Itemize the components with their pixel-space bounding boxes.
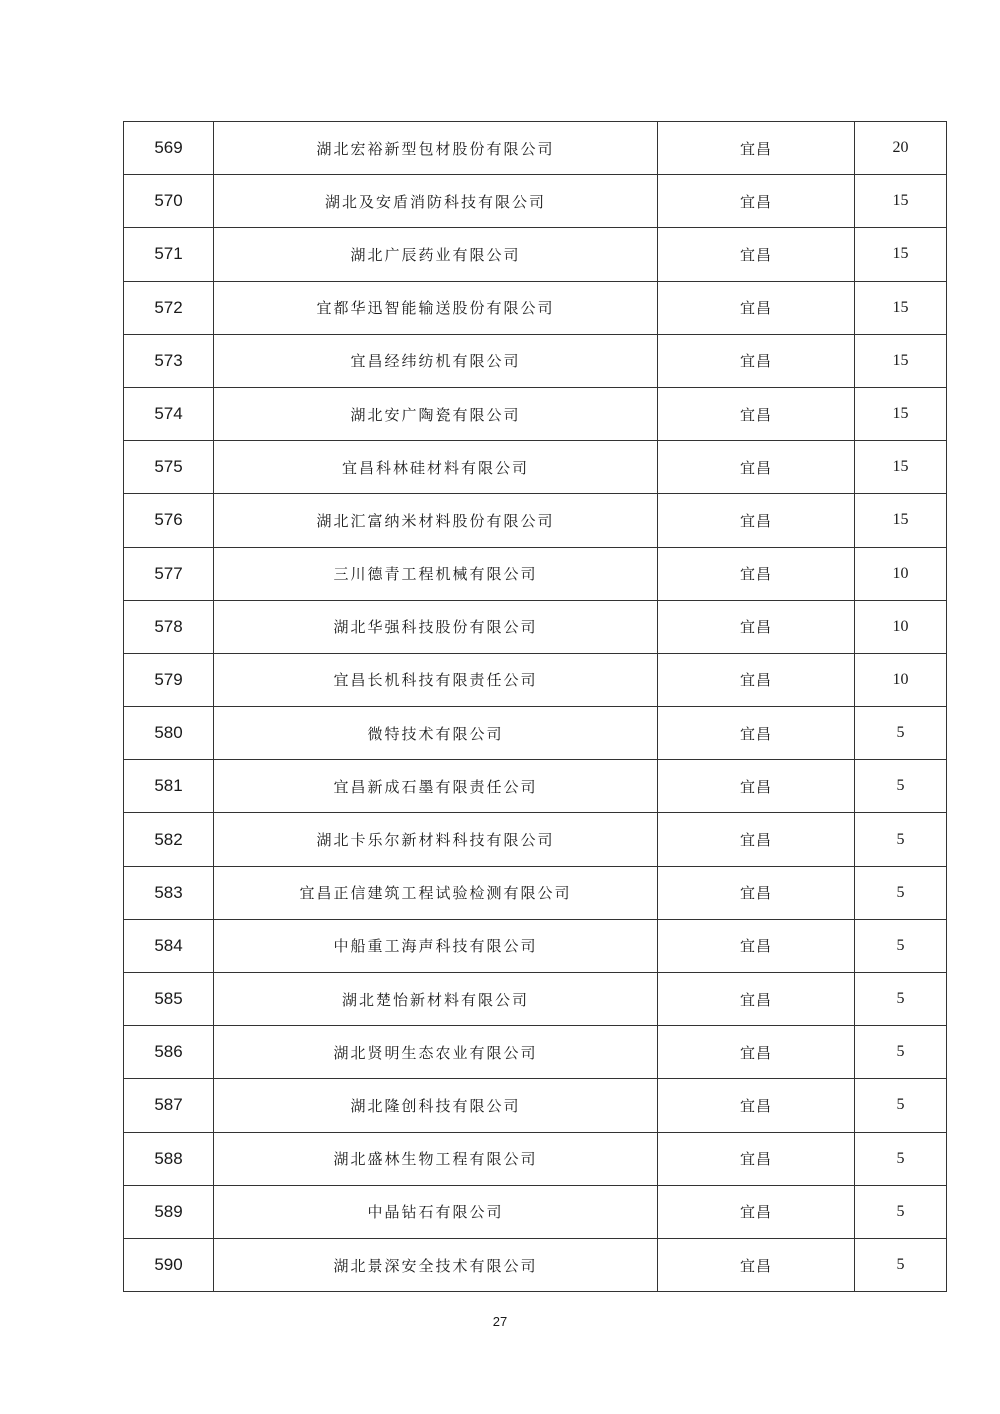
score-cell: 15 — [855, 494, 947, 547]
company-name-cell: 湖北汇富纳米材料股份有限公司 — [214, 494, 658, 547]
row-number-cell: 571 — [124, 228, 214, 281]
company-name-cell: 湖北宏裕新型包材股份有限公司 — [214, 122, 658, 175]
city-cell: 宜昌 — [658, 547, 855, 600]
table-row — [124, 122, 947, 175]
row-number-cell: 574 — [124, 387, 214, 440]
score-cell: 5 — [855, 973, 947, 1026]
company-name-cell: 湖北卡乐尔新材料科技有限公司 — [214, 813, 658, 866]
row-number-cell: 581 — [124, 760, 214, 813]
city-cell: 宜昌 — [658, 866, 855, 919]
city-cell: 宜昌 — [658, 334, 855, 387]
table-row — [124, 973, 947, 1026]
row-number-cell: 572 — [124, 281, 214, 334]
city-cell: 宜昌 — [658, 973, 855, 1026]
table-row — [124, 813, 947, 866]
row-number-cell: 587 — [124, 1079, 214, 1132]
city-cell: 宜昌 — [658, 600, 855, 653]
city-cell: 宜昌 — [658, 122, 855, 175]
row-number-cell: 582 — [124, 813, 214, 866]
row-number-cell: 589 — [124, 1185, 214, 1238]
table-row — [124, 707, 947, 760]
city-cell: 宜昌 — [658, 1185, 855, 1238]
score-cell: 5 — [855, 919, 947, 972]
company-name-cell: 湖北楚怡新材料有限公司 — [214, 973, 658, 1026]
table-row — [124, 228, 947, 281]
company-name-cell: 微特技术有限公司 — [214, 707, 658, 760]
score-cell: 20 — [855, 122, 947, 175]
score-cell: 15 — [855, 228, 947, 281]
company-table-body — [124, 122, 947, 1292]
table-row — [124, 387, 947, 440]
row-number-cell: 578 — [124, 600, 214, 653]
company-name-cell: 宜昌长机科技有限责任公司 — [214, 653, 658, 706]
company-name-cell: 宜昌新成石墨有限责任公司 — [214, 760, 658, 813]
score-cell: 15 — [855, 387, 947, 440]
company-table — [123, 121, 947, 1292]
city-cell: 宜昌 — [658, 441, 855, 494]
table-row — [124, 653, 947, 706]
city-cell: 宜昌 — [658, 228, 855, 281]
score-cell: 15 — [855, 441, 947, 494]
score-cell: 5 — [855, 1132, 947, 1185]
company-name-cell: 湖北景深安全技术有限公司 — [214, 1238, 658, 1291]
company-name-cell: 中船重工海声科技有限公司 — [214, 919, 658, 972]
table-row — [124, 600, 947, 653]
score-cell: 5 — [855, 760, 947, 813]
city-cell: 宜昌 — [658, 1079, 855, 1132]
city-cell: 宜昌 — [658, 760, 855, 813]
score-cell: 5 — [855, 1079, 947, 1132]
company-name-cell: 中晶钻石有限公司 — [214, 1185, 658, 1238]
score-cell: 5 — [855, 813, 947, 866]
table-row — [124, 1026, 947, 1079]
row-number-cell: 585 — [124, 973, 214, 1026]
row-number-cell: 573 — [124, 334, 214, 387]
city-cell: 宜昌 — [658, 1238, 855, 1291]
company-name-cell: 湖北安广陶瓷有限公司 — [214, 387, 658, 440]
city-cell: 宜昌 — [658, 175, 855, 228]
table-row — [124, 1238, 947, 1291]
city-cell: 宜昌 — [658, 387, 855, 440]
company-name-cell: 湖北广辰药业有限公司 — [214, 228, 658, 281]
score-cell: 10 — [855, 653, 947, 706]
table-row — [124, 1079, 947, 1132]
table-row — [124, 494, 947, 547]
company-name-cell: 湖北及安盾消防科技有限公司 — [214, 175, 658, 228]
row-number-cell: 590 — [124, 1238, 214, 1291]
score-cell: 10 — [855, 547, 947, 600]
row-number-cell: 579 — [124, 653, 214, 706]
table-row — [124, 175, 947, 228]
table-row — [124, 1185, 947, 1238]
city-cell: 宜昌 — [658, 1026, 855, 1079]
table-row — [124, 441, 947, 494]
city-cell: 宜昌 — [658, 919, 855, 972]
score-cell: 15 — [855, 334, 947, 387]
city-cell: 宜昌 — [658, 281, 855, 334]
table-row — [124, 866, 947, 919]
company-name-cell: 湖北华强科技股份有限公司 — [214, 600, 658, 653]
company-name-cell: 宜都华迅智能输送股份有限公司 — [214, 281, 658, 334]
score-cell: 5 — [855, 1185, 947, 1238]
table-row — [124, 281, 947, 334]
score-cell: 15 — [855, 175, 947, 228]
row-number-cell: 584 — [124, 919, 214, 972]
company-name-cell: 宜昌正信建筑工程试验检测有限公司 — [214, 866, 658, 919]
city-cell: 宜昌 — [658, 1132, 855, 1185]
row-number-cell: 569 — [124, 122, 214, 175]
score-cell: 5 — [855, 1026, 947, 1079]
row-number-cell: 583 — [124, 866, 214, 919]
table-row — [124, 1132, 947, 1185]
table-row — [124, 760, 947, 813]
score-cell: 5 — [855, 707, 947, 760]
company-name-cell: 湖北贤明生态农业有限公司 — [214, 1026, 658, 1079]
company-name-cell: 宜昌科林硅材料有限公司 — [214, 441, 658, 494]
row-number-cell: 586 — [124, 1026, 214, 1079]
row-number-cell: 577 — [124, 547, 214, 600]
table-row — [124, 334, 947, 387]
score-cell: 15 — [855, 281, 947, 334]
score-cell: 10 — [855, 600, 947, 653]
row-number-cell: 570 — [124, 175, 214, 228]
table-row — [124, 919, 947, 972]
company-name-cell: 湖北隆创科技有限公司 — [214, 1079, 658, 1132]
company-name-cell: 三川德青工程机械有限公司 — [214, 547, 658, 600]
company-name-cell: 湖北盛林生物工程有限公司 — [214, 1132, 658, 1185]
city-cell: 宜昌 — [658, 707, 855, 760]
score-cell: 5 — [855, 1238, 947, 1291]
row-number-cell: 576 — [124, 494, 214, 547]
row-number-cell: 588 — [124, 1132, 214, 1185]
score-cell: 5 — [855, 866, 947, 919]
page-number: 27 — [492, 1314, 508, 1329]
city-cell: 宜昌 — [658, 494, 855, 547]
city-cell: 宜昌 — [658, 813, 855, 866]
city-cell: 宜昌 — [658, 653, 855, 706]
row-number-cell: 580 — [124, 707, 214, 760]
table-row — [124, 547, 947, 600]
company-name-cell: 宜昌经纬纺机有限公司 — [214, 334, 658, 387]
row-number-cell: 575 — [124, 441, 214, 494]
